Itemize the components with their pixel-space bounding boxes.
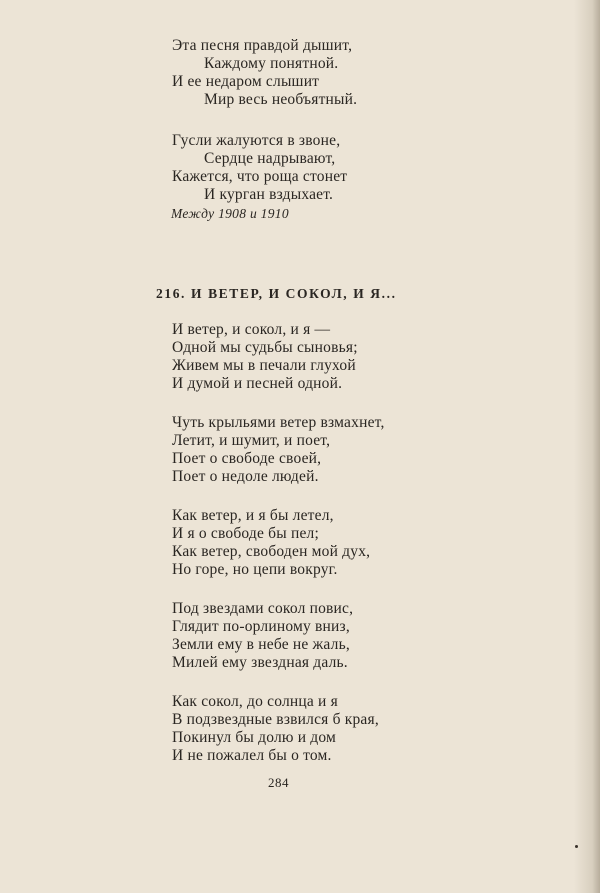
poem-date: Между 1908 и 1910	[171, 206, 289, 221]
verse-line: И думой и песней одной.	[172, 375, 343, 392]
verse-line: Эта песня правдой дышит,	[172, 37, 353, 54]
verse-line: И курган вздыхает.	[204, 186, 334, 203]
verse-line: Глядит по-орлиному вниз,	[172, 618, 350, 635]
verse-line: Живем мы в печали глухой	[172, 357, 356, 374]
verse-line: Поет о свободе своей,	[172, 450, 322, 467]
verse-line: Под звездами сокол повис,	[172, 600, 354, 617]
verse-line: Милей ему звездная даль.	[172, 654, 348, 671]
verse-line: И я о свободе бы пел;	[172, 525, 319, 542]
poem-heading: 216. И ВЕТЕР, И СОКОЛ, И Я...	[156, 286, 397, 301]
verse-line: Как сокол, до солнца и я	[172, 693, 338, 710]
verse-line: И ее недаром слышит	[172, 73, 320, 90]
verse-line: Кажется, что роща стонет	[172, 168, 348, 185]
verse-line: Покинул бы долю и дом	[172, 729, 337, 746]
page-number: 284	[268, 775, 289, 790]
verse-line: Поет о недоле людей.	[172, 468, 319, 485]
verse-line: Мир весь необъятный.	[204, 91, 358, 108]
verse-line: Каждому понятной.	[204, 55, 339, 72]
ink-speck	[575, 845, 578, 848]
verse-line: И не пожалел бы о том.	[172, 747, 332, 764]
verse-line: Земли ему в небе не жаль,	[172, 636, 350, 653]
verse-line: И ветер, и сокол, и я —	[172, 321, 331, 338]
page-edge-shadow	[574, 0, 600, 893]
verse-line: Как ветер, свободен мой дух,	[172, 543, 371, 560]
verse-line: Летит, и шумит, и поет,	[172, 432, 331, 449]
verse-line: Сердце надрывают,	[204, 150, 336, 167]
verse-line: Гусли жалуются в звоне,	[172, 132, 341, 149]
verse-line: В подзвездные взвился б края,	[172, 711, 379, 728]
verse-line: Как ветер, и я бы летел,	[172, 507, 334, 524]
verse-line: Но горе, но цепи вокруг.	[172, 561, 338, 578]
verse-line: Одной мы судьбы сыновья;	[172, 339, 358, 356]
verse-line: Чуть крыльями ветер взмахнет,	[172, 414, 385, 431]
